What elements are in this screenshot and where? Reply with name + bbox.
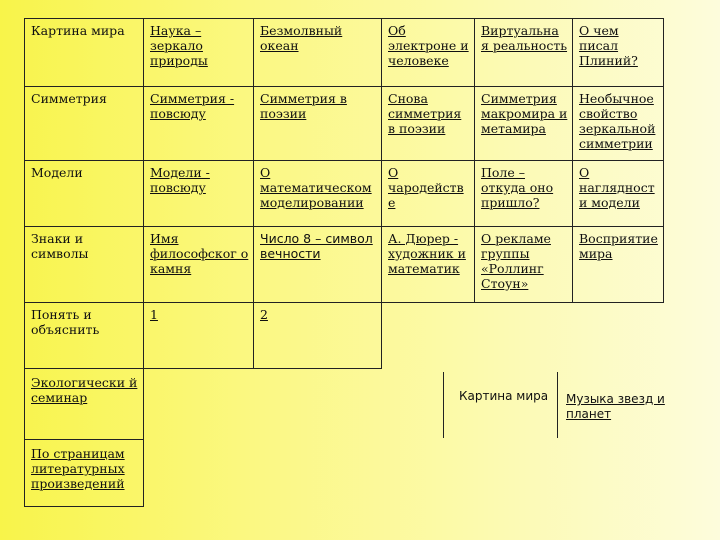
eco-seminar-link[interactable]: Экологически й семинар (24, 368, 144, 440)
topic-link[interactable]: Виртуальна я реальность (475, 19, 573, 87)
row-label: Картина мира (25, 19, 144, 87)
table-row (25, 227, 664, 303)
topic-link[interactable]: Наука – зеркало природы (144, 19, 254, 87)
topic-link[interactable]: О математическом моделировании (254, 161, 382, 227)
topics-table (24, 18, 664, 369)
music-link[interactable]: Музыка звезд и планет (566, 392, 665, 421)
topic-link[interactable]: А. Дюрер - художник и математик (382, 227, 475, 303)
topic-link[interactable]: Безмолвный океан (254, 19, 382, 87)
topic-link[interactable]: Симметрия макромира и метамира (475, 87, 573, 161)
topic-link[interactable]: Симметрия в поэзии (254, 87, 382, 161)
topic-link[interactable]: О наглядност и модели (573, 161, 664, 227)
world-picture-link[interactable]: Картина мира (459, 389, 549, 403)
topic-link[interactable]: О чародейств е (382, 161, 475, 227)
topic-link[interactable]: Имя философског о камня (144, 227, 254, 303)
table-row (25, 19, 664, 87)
topic-link[interactable]: Об электроне и человеке (382, 19, 475, 87)
table-row (25, 303, 664, 369)
topic-link[interactable]: О чем писал Плиний? (573, 19, 664, 87)
table-row (25, 87, 664, 161)
row-label: Знаки и символы (25, 227, 144, 303)
topic-link[interactable]: О рекламе группы «Роллинг Стоун» (475, 227, 573, 303)
divider (557, 372, 558, 438)
topic-link[interactable]: Число 8 – символ вечности (254, 227, 382, 303)
topic-link[interactable]: Снова симметрия в поэзии (382, 87, 475, 161)
topic-link[interactable]: 1 (144, 303, 254, 369)
table-row (25, 161, 664, 227)
divider (443, 372, 444, 438)
topic-link[interactable]: Симметрия - повсюду (144, 87, 254, 161)
row-label: Симметрия (25, 87, 144, 161)
topic-link[interactable]: 2 (254, 303, 382, 369)
row-label: Модели (25, 161, 144, 227)
topic-link[interactable]: Модели - повсюду (144, 161, 254, 227)
topic-link[interactable]: Поле – откуда оно пришло? (475, 161, 573, 227)
topic-link[interactable]: Необычное свойство зеркальной симметрии (573, 87, 664, 161)
literature-link[interactable]: По страницам литературных произведений (24, 439, 144, 507)
row-label: Понять и объяснить (25, 303, 144, 369)
topic-link[interactable]: Восприятие мира (573, 227, 664, 303)
